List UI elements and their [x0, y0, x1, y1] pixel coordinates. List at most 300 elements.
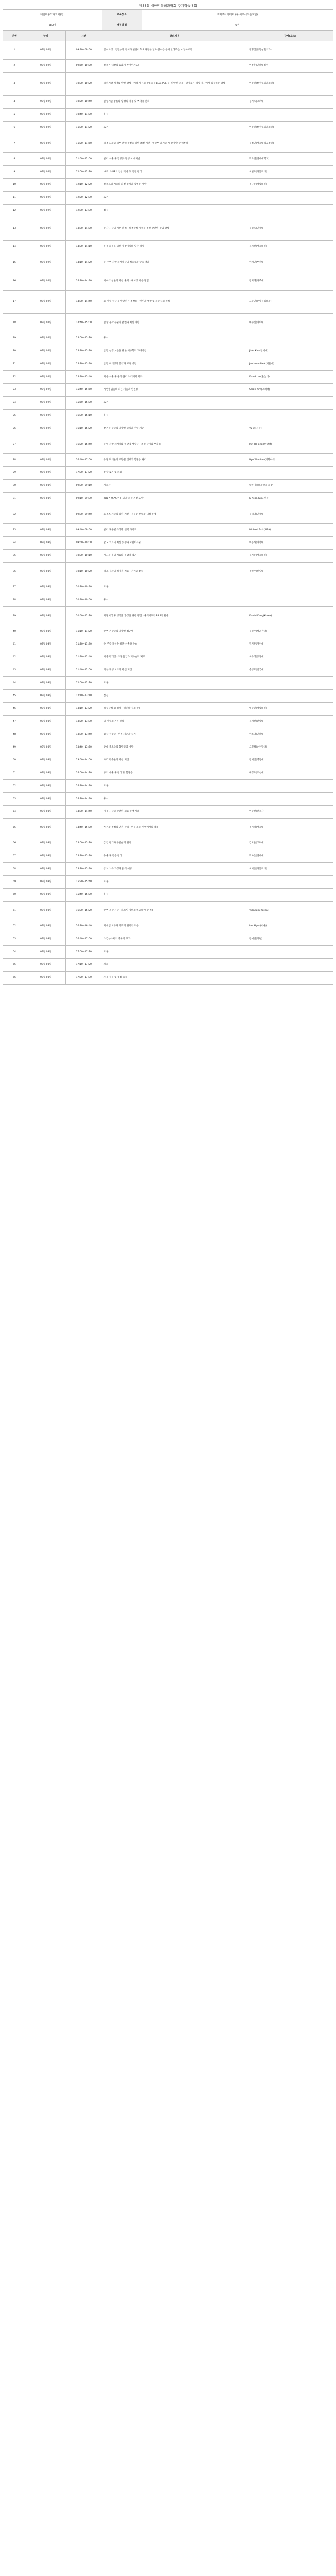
row-number: 28 — [3, 454, 26, 467]
row-time: 12:00~12:10 — [65, 166, 102, 179]
row-time: 15:10~15:20 — [65, 850, 102, 863]
row-title: HIFU와 RF의 임상 적용 및 안전 관리 — [102, 166, 247, 179]
row-number: 38 — [3, 594, 26, 607]
row-title: 미세침 고주파 치료의 원리와 적용 — [102, 920, 247, 933]
row-title: 유방 확대술의 보형물 선택과 합병증 관리 — [102, 454, 247, 467]
schedule-row — [3, 806, 333, 819]
row-time: 10:00~10:10 — [65, 550, 102, 563]
row-number: 27 — [3, 435, 26, 454]
row-title: 안면 신경 보존을 위한 해부학적 고려사항 — [102, 345, 247, 358]
schedule-row — [3, 837, 333, 850]
row-speaker: 김지은(서울의원) — [247, 550, 333, 563]
row-speaker: 이종훈(인하대병원) — [247, 60, 333, 73]
row-speaker — [247, 467, 333, 480]
row-date: 09월 02일 — [26, 179, 65, 192]
row-title: 볼륨 회복을 위한 지방이식의 임상 경험 — [102, 241, 247, 253]
schedule-row — [3, 358, 333, 371]
schedule-row — [3, 946, 333, 959]
schedule-row — [3, 863, 333, 876]
row-time: 17:00~17:20 — [65, 467, 102, 480]
row-date: 09월 03일 — [26, 703, 65, 716]
row-time: 11:50~12:00 — [65, 153, 102, 166]
row-speaker: David Lee(울산대) — [247, 371, 333, 384]
schedule-row — [3, 581, 333, 594]
row-number: 63 — [3, 933, 26, 946]
row-title: 지방이식 후 생착률 향상을 위한 방법 - 줄기세포와 PRP의 활용 — [102, 607, 247, 625]
row-time: 14:30~14:40 — [65, 291, 102, 314]
row-date: 09월 03일 — [26, 920, 65, 933]
schedule-row — [3, 651, 333, 664]
row-date: 09월 03일 — [26, 493, 65, 505]
row-time: 14:20~14:30 — [65, 793, 102, 806]
row-title: 사후 설문 및 평점 등록 — [102, 972, 247, 985]
row-time: 11:10~11:20 — [65, 625, 102, 638]
row-speaker — [247, 397, 333, 410]
row-date: 09월 03일 — [26, 780, 65, 793]
row-time: 15:40~16:00 — [65, 889, 102, 902]
row-date: 09월 02일 — [26, 109, 65, 122]
schedule-row — [3, 902, 333, 920]
row-title: 탈모 치료의 최신 동향과 모발이식술 — [102, 537, 247, 550]
row-title: 스킨부스터의 종류와 효과 — [102, 933, 247, 946]
row-number: 56 — [3, 837, 26, 850]
row-time: 09:00~09:10 — [65, 480, 102, 493]
row-time: 15:20~15:30 — [65, 863, 102, 876]
row-time: 13:40~13:50 — [65, 741, 102, 754]
schedule-row — [3, 153, 333, 166]
credits-label: 배정평점 — [102, 20, 142, 30]
row-date: 09월 03일 — [26, 550, 65, 563]
row-title: 보톡스 시술의 최신 지견 - 적응증 확대와 내성 문제 — [102, 505, 247, 524]
schedule-row — [3, 134, 333, 153]
row-speaker: 김지호(고려대) — [247, 96, 333, 109]
row-time: 10:20~10:40 — [65, 96, 102, 109]
row-date: 09월 03일 — [26, 625, 65, 638]
row-number: 49 — [3, 741, 26, 754]
schedule-table — [3, 30, 333, 985]
schedule-body — [3, 41, 333, 985]
schedule-row — [3, 241, 333, 253]
row-date: 09월 02일 — [26, 371, 65, 384]
row-date: 09월 02일 — [26, 60, 65, 73]
schedule-row — [3, 217, 333, 241]
row-number: 57 — [3, 850, 26, 863]
row-date: 09월 03일 — [26, 524, 65, 537]
row-title: 종합 토론 및 폐회 — [102, 467, 247, 480]
schedule-row — [3, 493, 333, 505]
row-date: 09월 03일 — [26, 638, 65, 651]
row-title: 토론 — [102, 876, 247, 889]
row-speaker — [247, 793, 333, 806]
document-page — [3, 0, 333, 985]
row-speaker — [247, 946, 333, 959]
row-date: 09월 02일 — [26, 122, 65, 134]
row-number: 41 — [3, 638, 26, 651]
row-time: 12:00~12:10 — [65, 677, 102, 690]
row-title: 필링시술 종류와 임상의 적용 및 부작용 관리 — [102, 96, 247, 109]
schedule-row — [3, 607, 333, 625]
schedule-row — [3, 716, 333, 728]
row-speaker: 김민수(성균관대) — [247, 625, 333, 638]
schedule-row — [3, 754, 333, 767]
row-time: 13:30~13:40 — [65, 728, 102, 741]
row-number: 18 — [3, 314, 26, 332]
row-title: 안면 비대칭의 분석과 교정 방법 — [102, 358, 247, 371]
row-title: 길이조정 · 안면부의 길이가 판단이 1:1 다양한 일자 종이를 통해 알려주는 ~ 알아보기 — [102, 41, 247, 60]
row-time: 11:20~11:50 — [65, 134, 102, 153]
header-speaker: 강사(소속) — [247, 31, 333, 41]
row-time: 09:50~10:00 — [65, 60, 102, 73]
row-speaker: 한소영(인하대) — [247, 728, 333, 741]
row-date: 09월 02일 — [26, 192, 65, 205]
row-speaker: 정다은(청담의원) — [247, 179, 333, 192]
row-time: 16:20~16:40 — [65, 920, 102, 933]
row-speaker: 한재민(부산대) — [247, 253, 333, 272]
row-date: 09월 02일 — [26, 134, 65, 153]
schedule-row — [3, 272, 333, 291]
row-date: 09월 02일 — [26, 291, 65, 314]
row-date: 09월 03일 — [26, 664, 65, 677]
row-date: 09월 03일 — [26, 933, 65, 946]
row-speaker — [247, 594, 333, 607]
row-date: 09월 03일 — [26, 677, 65, 690]
row-number: 29 — [3, 467, 26, 480]
row-speaker: 강지혜(아주대) — [247, 272, 333, 291]
row-date: 09월 03일 — [26, 716, 65, 728]
schedule-row — [3, 524, 333, 537]
schedule-row — [3, 410, 333, 422]
row-number: 26 — [3, 422, 26, 435]
row-speaker — [247, 109, 333, 122]
row-speaker — [247, 192, 333, 205]
row-time: 12:30~13:30 — [65, 205, 102, 217]
row-speaker — [247, 876, 333, 889]
organization-name: 대한미용외과학회(한) — [3, 10, 102, 20]
row-speaker — [247, 972, 333, 985]
schedule-row — [3, 122, 333, 134]
row-date: 09월 03일 — [26, 754, 65, 767]
row-date: 09월 02일 — [26, 435, 65, 454]
row-speaker: Daniel Kang(Korea) — [247, 607, 333, 625]
header-num: 연번 — [3, 31, 26, 41]
row-title: 휴식 — [102, 594, 247, 607]
row-time: 10:20~10:30 — [65, 581, 102, 594]
row-title: 이중턱 개선 - 지방흡입과 비수술적 치료 — [102, 651, 247, 664]
row-date: 09월 03일 — [26, 946, 65, 959]
row-number: 48 — [3, 728, 26, 741]
row-speaker: 정형신(유명성형외과) — [247, 41, 333, 60]
row-number: 5 — [3, 109, 26, 122]
header-title: 강의제목 — [102, 31, 247, 41]
row-title: 얼굴 윤곽 수술의 발전과 최신 경향 — [102, 314, 247, 332]
row-title: 피부 재생 치료의 최신 지견 — [102, 664, 247, 677]
row-number: 3 — [3, 73, 26, 96]
row-time: 11:30~11:40 — [65, 651, 102, 664]
row-time: 11:00~11:20 — [65, 122, 102, 134]
row-title: 실리콘 대장의 효과가 무엇인가요? — [102, 60, 247, 73]
row-time: 12:20~12:30 — [65, 192, 102, 205]
row-title: 토론 — [102, 677, 247, 690]
row-title: 색소 질환의 레이저 치료 - 기미와 잡티 — [102, 563, 247, 581]
row-time: 10:50~11:10 — [65, 607, 102, 625]
schedule-row — [3, 876, 333, 889]
row-number: 2 — [3, 60, 26, 73]
row-title: 토론 — [102, 122, 247, 134]
row-number: 34 — [3, 537, 26, 550]
header-time: 시간 — [65, 31, 102, 41]
row-speaker: 윤재현(전남대) — [247, 716, 333, 728]
row-title: 피부 노화와 피부 탄력 증진을 위한 최신 지견 - 얼굴부위 시술 시 알아야 할 해부학 — [102, 134, 247, 153]
row-date: 09월 02일 — [26, 422, 65, 435]
row-date: 09월 03일 — [26, 959, 65, 972]
row-title: 지방흡입술의 최신 기술과 안전성 — [102, 384, 247, 397]
row-date: 09월 02일 — [26, 384, 65, 397]
row-number: 44 — [3, 677, 26, 690]
schedule-row — [3, 73, 333, 96]
row-number: 33 — [3, 524, 26, 537]
row-date: 09월 03일 — [26, 902, 65, 920]
row-speaker: Min Ho Choi(한양대) — [247, 435, 333, 454]
schedule-row — [3, 959, 333, 972]
row-speaker: 이주원(뷰성형외과의원) — [247, 73, 333, 96]
row-speaker: 배정우(조선대) — [247, 767, 333, 780]
row-number: 51 — [3, 767, 26, 780]
row-title: 휴식 — [102, 332, 247, 345]
row-time: 15:50~16:00 — [65, 397, 102, 410]
schedule-row — [3, 677, 333, 690]
row-date: 09월 03일 — [26, 863, 65, 876]
row-number: 35 — [3, 550, 26, 563]
row-speaker: 박지훈(가천대) — [247, 638, 333, 651]
info-row-credits — [3, 20, 333, 30]
row-speaker: 최유리(중앙대) — [247, 651, 333, 664]
row-number: 31 — [3, 493, 26, 505]
row-title: 점심 — [102, 205, 247, 217]
row-time: 14:10~14:20 — [65, 253, 102, 272]
row-number: 46 — [3, 703, 26, 716]
row-title: 수술 후 통증 관리 — [102, 850, 247, 863]
row-time: 10:10~10:20 — [65, 563, 102, 581]
row-number: 22 — [3, 371, 26, 384]
schedule-row — [3, 41, 333, 60]
row-title: 이마 거상술의 최신 술기 - 내시경 이용 방법 — [102, 272, 247, 291]
row-date: 09월 03일 — [26, 819, 65, 837]
schedule-row — [3, 179, 333, 192]
row-number: 7 — [3, 134, 26, 153]
row-title: 휴식 — [102, 109, 247, 122]
row-number: 13 — [3, 217, 26, 241]
row-time: 14:00~14:10 — [65, 767, 102, 780]
row-number: 60 — [3, 889, 26, 902]
row-time: 09:30~09:50 — [65, 41, 102, 60]
row-time: 09:50~10:00 — [65, 537, 102, 550]
row-number: 30 — [3, 480, 26, 493]
header-date: 날짜 — [26, 31, 65, 41]
row-date: 09월 03일 — [26, 767, 65, 780]
row-speaker — [247, 410, 333, 422]
row-speaker: 김도윤(고려대) — [247, 837, 333, 850]
row-speaker: 정미경(서울대) — [247, 819, 333, 837]
row-title: 마취와 진정의 안전 관리 - 미용 외과 영역에서의 적용 — [102, 819, 247, 837]
row-speaker: Yu Jin(서울) — [247, 422, 333, 435]
schedule-row — [3, 703, 333, 716]
row-number: 53 — [3, 793, 26, 806]
row-title: 눈밑 지방 재배치와 하안검 성형술 - 최신 술기와 부작용 — [102, 435, 247, 454]
schedule-row — [3, 60, 333, 73]
row-number: 32 — [3, 505, 26, 524]
row-time: 13:50~14:00 — [65, 754, 102, 767]
row-number: 1 — [3, 41, 26, 60]
row-time: 11:20~11:30 — [65, 638, 102, 651]
row-speaker: 장예린(의원) — [247, 933, 333, 946]
row-date: 09월 03일 — [26, 972, 65, 985]
row-date: 09월 02일 — [26, 96, 65, 109]
schedule-row — [3, 972, 333, 985]
row-speaker: 이동하(경북대) — [247, 537, 333, 550]
row-date: 09월 03일 — [26, 728, 65, 741]
row-title: 점심 — [102, 690, 247, 703]
row-time: 11:40~12:00 — [65, 664, 102, 677]
row-title: 미용 시술 후 흉터 관리와 레이저 치료 — [102, 371, 247, 384]
row-date: 09월 02일 — [26, 241, 65, 253]
row-number: 43 — [3, 664, 26, 677]
course-info-table — [3, 9, 333, 30]
row-time: 16:40~17:00 — [65, 933, 102, 946]
row-speaker — [247, 889, 333, 902]
row-speaker: 최현우(가톨릭대) — [247, 166, 333, 179]
row-title: 주사 시술의 기본 원리 - 해부학적 이해를 통한 안전한 주입 방법 — [102, 217, 247, 241]
row-date: 09월 02일 — [26, 73, 65, 96]
credits-value: 6점 — [142, 20, 333, 30]
row-date: 09월 02일 — [26, 166, 65, 179]
row-time: 14:10~14:20 — [65, 780, 102, 793]
row-time: 13:20~13:30 — [65, 716, 102, 728]
row-date: 09월 02일 — [26, 345, 65, 358]
row-speaker: Michael Park(USA) — [247, 524, 333, 537]
row-number: 62 — [3, 920, 26, 933]
row-time: 16:20~16:40 — [65, 435, 102, 454]
row-date: 09월 02일 — [26, 454, 65, 467]
row-speaker: 대한미용외과학회 회장 — [247, 480, 333, 493]
row-speaker: 김정민(서울대학교병원) — [247, 134, 333, 153]
row-date: 09월 03일 — [26, 480, 65, 493]
schedule-row — [3, 384, 333, 397]
row-time: 15:00~15:10 — [65, 332, 102, 345]
row-title: 비수술적 코 성형 - 필러와 실의 활용 — [102, 703, 247, 716]
row-title: 토론 — [102, 397, 247, 410]
row-date: 09월 03일 — [26, 690, 65, 703]
schedule-row — [3, 664, 333, 677]
row-number: 12 — [3, 205, 26, 217]
row-title: 개회사 — [102, 480, 247, 493]
row-number: 25 — [3, 410, 26, 422]
row-date: 09월 03일 — [26, 806, 65, 819]
schedule-row — [3, 397, 333, 410]
schedule-row — [3, 728, 333, 741]
row-number: 8 — [3, 153, 26, 166]
row-date: 09월 02일 — [26, 153, 65, 166]
row-speaker: 강혜진(영남대) — [247, 754, 333, 767]
row-date: 09월 03일 — [26, 594, 65, 607]
row-speaker: 윤서현(서울의원) — [247, 241, 333, 253]
row-number: 59 — [3, 876, 26, 889]
row-title: 여드름 흉터 치료의 복합적 접근 — [102, 550, 247, 563]
row-title: 사각턱 수술의 최신 지견 — [102, 754, 247, 767]
row-speaker — [247, 332, 333, 345]
row-time: 16:10~16:20 — [65, 422, 102, 435]
row-date: 09월 02일 — [26, 410, 65, 422]
row-title: 양악 수술 후 관리 및 합병증 — [102, 767, 247, 780]
row-date: 09월 02일 — [26, 272, 65, 291]
row-number: 36 — [3, 563, 26, 581]
row-speaker — [247, 690, 333, 703]
row-time: 15:30~15:40 — [65, 371, 102, 384]
schedule-row — [3, 480, 333, 493]
schedule-row — [3, 192, 333, 205]
attendee-count: 580명 — [3, 20, 102, 30]
row-date: 09월 02일 — [26, 253, 65, 272]
row-date: 09월 02일 — [26, 397, 65, 410]
row-number: 50 — [3, 754, 26, 767]
row-title: 토론 — [102, 581, 247, 594]
row-title: 안면 거상술의 다양한 접근법 — [102, 625, 247, 638]
row-date: 09월 03일 — [26, 889, 65, 902]
row-speaker: Lee Hyun(서울) — [247, 920, 333, 933]
row-time: 15:40~15:50 — [65, 384, 102, 397]
row-date: 09월 03일 — [26, 837, 65, 850]
row-number: 10 — [3, 179, 26, 192]
schedule-row — [3, 594, 333, 607]
schedule-row — [3, 505, 333, 524]
row-time: 14:00~14:10 — [65, 241, 102, 253]
row-speaker — [247, 959, 333, 972]
row-time: 12:10~13:10 — [65, 690, 102, 703]
row-date: 09월 03일 — [26, 607, 65, 625]
row-title: 감염 관리와 무균술의 원칙 — [102, 837, 247, 850]
row-speaker: 이주원(뷰성형외과의원) — [247, 122, 333, 134]
row-speaker: 김태영(연세대) — [247, 505, 333, 524]
row-title: 토론 — [102, 192, 247, 205]
row-title: 안면 윤곽 시술 - 리프팅 장비의 비교와 임상 적용 — [102, 902, 247, 920]
schedule-row — [3, 109, 333, 122]
schedule-row — [3, 422, 333, 435]
row-number: 23 — [3, 384, 26, 397]
row-title: 2017 KSAS 미용 외과 최신 지견 요약 — [102, 493, 247, 505]
row-title: 목 주름 개선을 위한 시술과 수술 — [102, 638, 247, 651]
row-date: 09월 02일 — [26, 314, 65, 332]
row-number: 21 — [3, 358, 26, 371]
row-time: 10:30~10:50 — [65, 594, 102, 607]
row-title: 입술 성형술 - 미적 기준과 술기 — [102, 728, 247, 741]
schedule-row — [3, 467, 333, 480]
row-date: 09월 03일 — [26, 741, 65, 754]
row-title: 실리프팅 시술의 최신 동향과 합병증 예방 — [102, 179, 247, 192]
page-title: 제53회 대한미용외과학회 추계학술대회 — [139, 4, 197, 8]
row-number: 4 — [3, 96, 26, 109]
row-date: 09월 02일 — [26, 467, 65, 480]
row-title: 미용 시술과 관련된 의료 분쟁 사례 — [102, 806, 247, 819]
row-time: 13:10~13:20 — [65, 703, 102, 716]
row-speaker: Yoon Kim(Korea) — [247, 902, 333, 920]
row-speaker: 이승현(변호사) — [247, 806, 333, 819]
schedule-row — [3, 690, 333, 703]
schedule-row — [3, 166, 333, 179]
row-date: 09월 03일 — [26, 581, 65, 594]
row-number: 16 — [3, 272, 26, 291]
row-speaker: Jae Hoon Park(서울대) — [247, 358, 333, 371]
row-number: 20 — [3, 345, 26, 358]
row-time: 10:40~11:00 — [65, 109, 102, 122]
